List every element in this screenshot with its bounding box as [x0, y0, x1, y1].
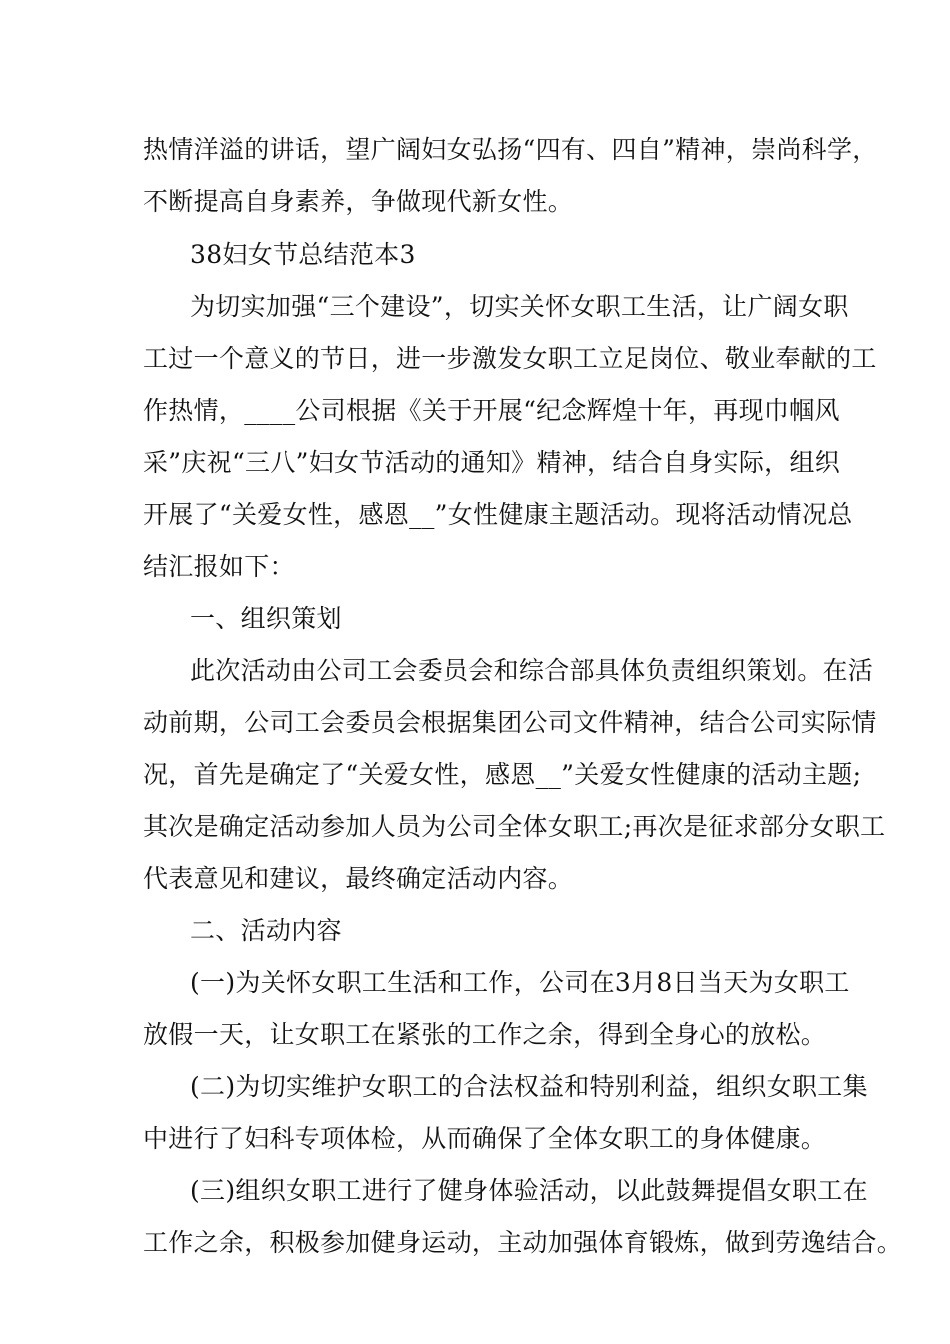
text-line: 动前期，公司工会委员会根据集团公司文件精神，结合公司实际情	[143, 708, 877, 737]
text-line: 不断提高自身素养，争做现代新女性。	[143, 187, 574, 216]
text-line: 中进行了妇科专项体检，从而确保了全体女职工的身体健康。	[143, 1124, 827, 1153]
text-line: 作热情，____公司根据《关于开展“纪念辉煌十年，再现巾帼风	[143, 396, 840, 425]
text-line: (一)为关怀女职工生活和工作，公司在3月8日当天为女职工	[190, 968, 850, 997]
section-heading: 一、组织策划	[190, 604, 342, 633]
text-line: 此次活动由公司工会委员会和综合部具体负责组织策划。在活	[190, 656, 874, 685]
text-line: (三)组织女职工进行了健身体验活动，以此鼓舞提倡女职工在	[190, 1176, 868, 1205]
section-heading: 二、活动内容	[190, 916, 342, 945]
text-line: 开展了“关爱女性，感恩__”女性健康主题活动。现将活动情况总	[143, 500, 853, 529]
text-line: 其次是确定活动参加人员为公司全体女职工;再次是征求部分女职工	[143, 812, 886, 841]
text-line: 结汇报如下：	[143, 552, 295, 581]
text-line: (二)为切实维护女职工的合法权益和特别利益，组织女职工集	[190, 1072, 868, 1101]
text-line: 工作之余，积极参加健身运动，主动加强体育锻炼，做到劳逸结合。	[143, 1228, 903, 1257]
text-line: 为切实加强“三个建设”，切实关怀女职工生活，让广阔女职	[190, 292, 849, 321]
text-line: 况，首先是确定了“关爱女性，感恩__”关爱女性健康的活动主题;	[143, 760, 862, 789]
section-title: 38妇女节总结范本3	[190, 240, 416, 269]
text-line: 代表意见和建议，最终确定活动内容。	[143, 864, 574, 893]
text-line: 放假一天，让女职工在紧张的工作之余，得到全身心的放松。	[143, 1020, 827, 1049]
text-line: 采”庆祝“三八”妇女节活动的通知》精神，结合自身实际，组织	[143, 448, 841, 477]
text-line: 热情洋溢的讲话，望广阔妇女弘扬“四有、四自”精神，崇尚科学，	[143, 135, 878, 164]
text-line: 工过一个意义的节日，进一步激发女职工立足岗位、敬业奉献的工	[143, 344, 877, 373]
